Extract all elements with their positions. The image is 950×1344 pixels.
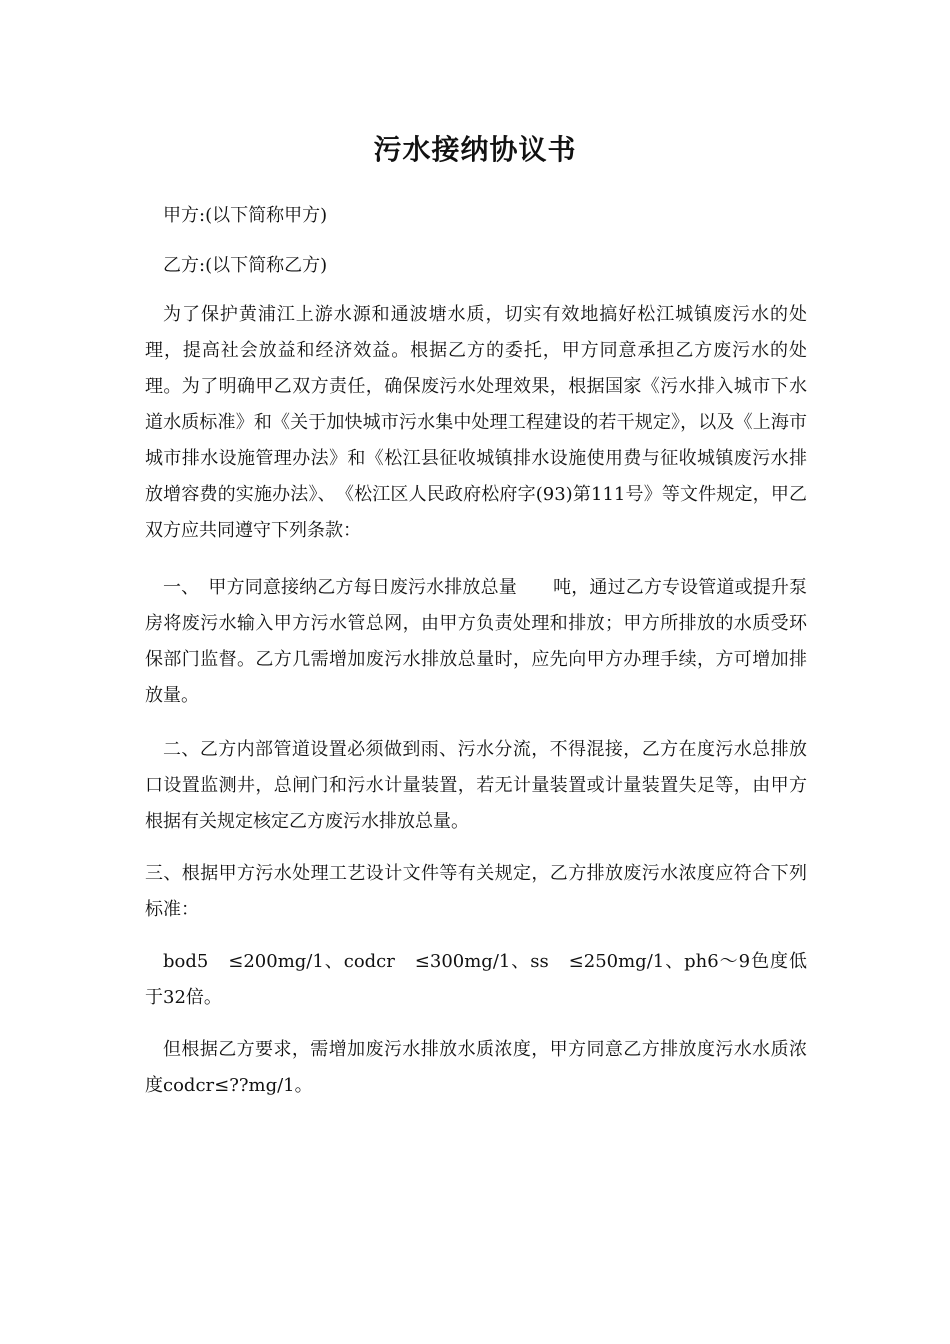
- standard-paragraph: bod5 ≤200mg/1、codcr ≤300mg/1、ss ≤250mg/1、ph6～9色度低于32倍。: [145, 951, 807, 1008]
- intro-paragraph: 为了保护黄浦江上游水源和通波塘水质，切实有效地搞好松江城镇废污水的处理，提高社会放益和经济效益。根据乙方的委托，甲方同意承担乙方废污水的处理。为了明确甲乙双方责任，确保废污水处理效果，根据国家《污水排入城市下水道水质标准》和《关于加快城市污水集中处理工程建设的若干规定》，以及《上海市城市排水设施管理办法》和《松江县征收城镇排水设施使用费与征收城镇废污水排放增容费的实施办法》、 《松江区人民政府松府字(93)第111号》等文件规定，甲乙双方应共同遵守下列条款：: [145, 304, 807, 541]
- clause-1-paragraph: 一、 甲方同意接纳乙方每日废污水排放总量 吨，通过乙方专设管道或提升泵房将废污水输入甲方污水管总网，由甲方负责处理和排放；甲方所排放的水质受环保部门监督。乙方几需增加废污水排放总量时，应先向甲方办理手续，方可增加排放量。: [145, 577, 807, 706]
- party-b-line: 乙方:(以下简称乙方): [163, 255, 328, 276]
- clause-2-paragraph: 二、乙方内部管道设置必须做到雨、污水分流，不得混接，乙方在度污水总排放口设置监测井，总闸门和污水计量装置，若无计量装置或计量装置失足等，由甲方根据有关规定核定乙方废污水排放总量。: [145, 739, 807, 832]
- request-paragraph: 但根据乙方要求，需增加废污水排放水质浓度，甲方同意乙方排放度污水水质浓度codcr≤??mg/1。: [145, 1039, 807, 1096]
- party-a-line: 甲方:(以下简称甲方): [163, 205, 328, 226]
- document-title: 污水接纳协议书: [373, 133, 577, 166]
- clause-3-paragraph: 三、根据甲方污水处理工艺设计文件等有关规定，乙方排放废污水浓度应符合下列标准：: [145, 863, 807, 920]
